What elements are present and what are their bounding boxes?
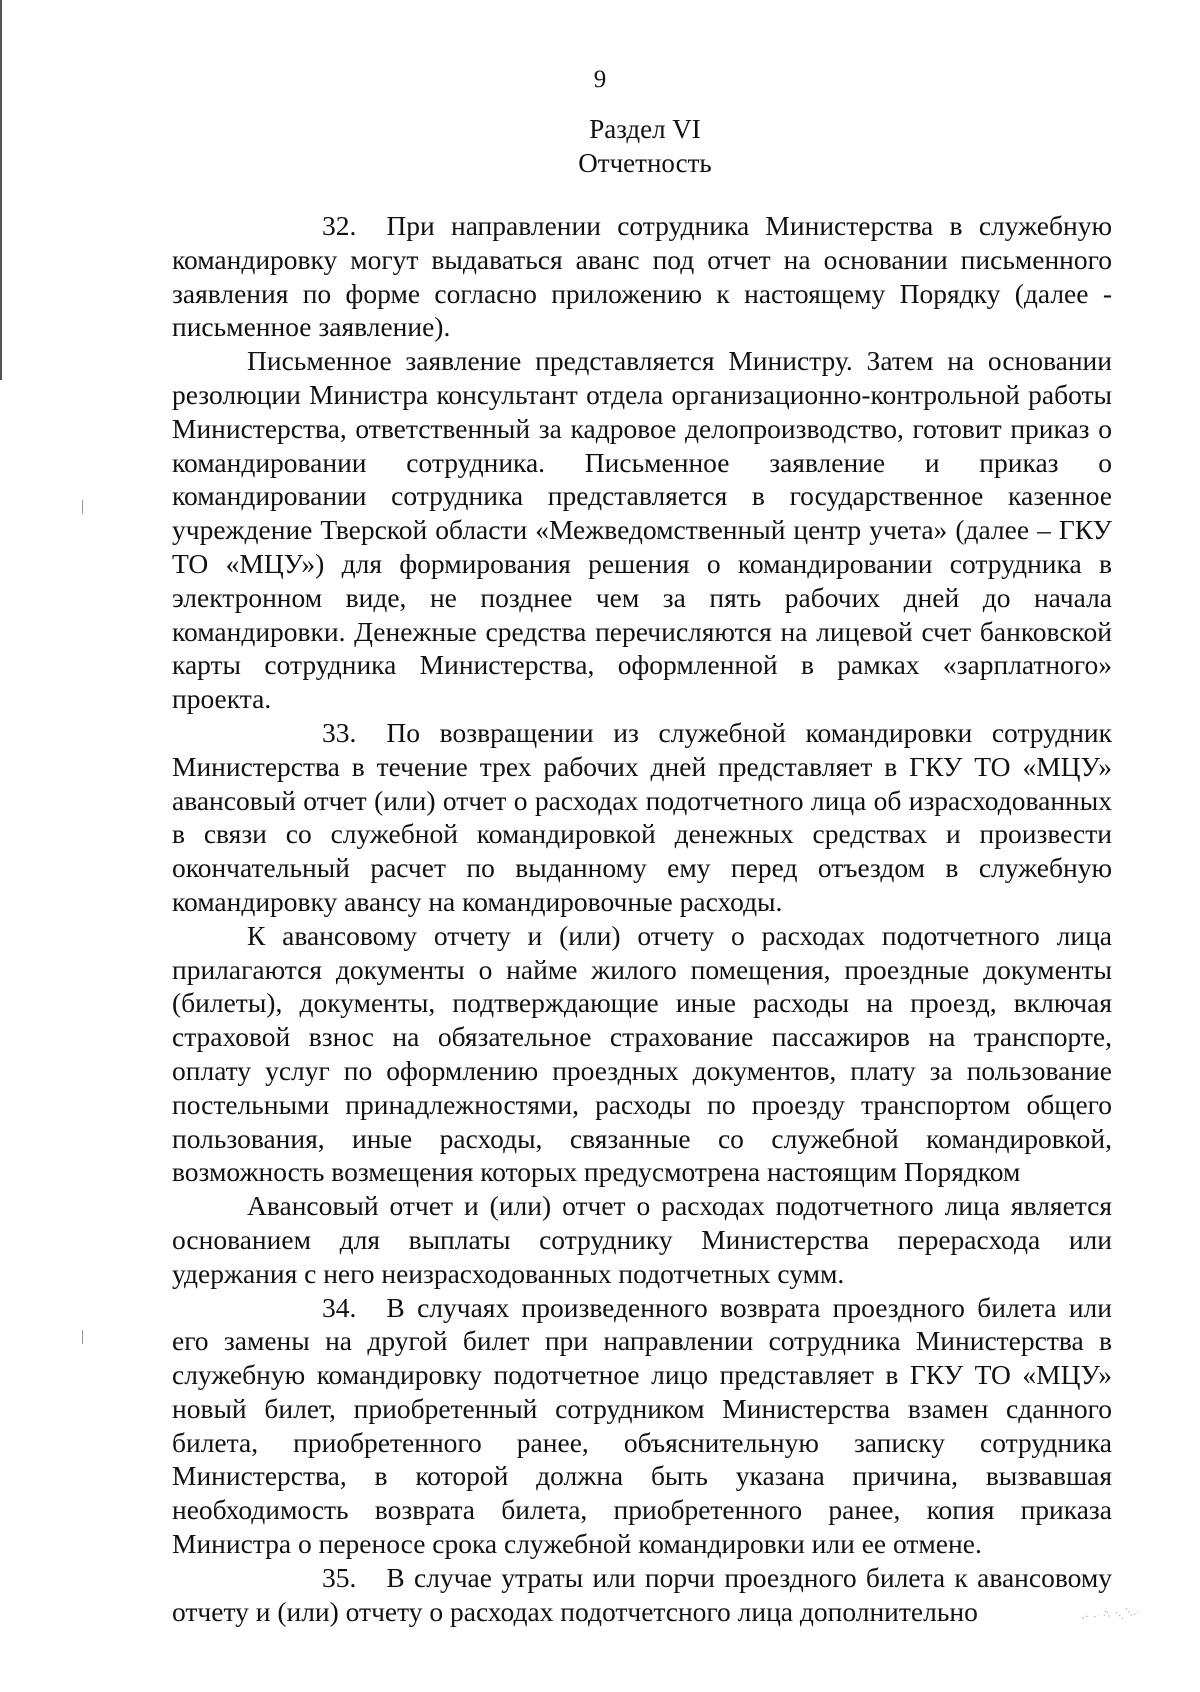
paragraph-33-attachments bbox=[172, 919, 1112, 1189]
paragraph-text: Авансовый отчет и (или) отчет о расходах подотчетного лица является основанием для выплаты сотруднику Министерства перерасхода или удержания с него неизрасходованных подотчетных сумм. bbox=[172, 1190, 1112, 1289]
scan-tick-mark bbox=[82, 500, 83, 514]
paragraph-33 bbox=[172, 716, 1112, 919]
paragraph-35 bbox=[172, 1561, 1112, 1629]
section-subtitle: Отчетность bbox=[578, 148, 712, 178]
paragraph-text: К авансовому отчету и (или) отчету о расходах подотчетного лица прилагаются документы о найме жилого помещения, проездные документы (билеты), документы, подтверждающие иные расходы на проезд, включая страховой взнос на обязательное страхование пассажиров на транспорте, оплату услуг по оформлению проездных документов, плату за пользование постельными принадлежностями, расходы по проезду транспортом общего пользования, иные расходы, связанные со служебной командировкой, возможность возмещения которых предусмотрена настоящим Порядком bbox=[172, 919, 1112, 1188]
paragraph-text: В случаях произведенного возврата проездного билета или его замены на другой билет при направлении сотрудника Министерства в служебную командировку подотчетное лицо представляет в ГКУ ТО «МЦУ» новый билет, приобретенный сотрудником Министерства взамен сданного билета, приобретенного ранее, объяснительную записку сотрудника Министерства, в которой должна быть указана причина, вызвавшая необходимость возврата билета, приобретенного ранее, копия приказа Министра о переносе срока служебной командировки или ее отмене. bbox=[172, 1291, 1112, 1560]
paragraph-text: Письменное заявление представляется Министру. Затем на основании резолюции Министра консультант отдела организационно-контрольной работы Министерства, ответственный за кадровое делопроизводство, готовит приказ о командировании сотрудника. Письменное заявление и приказ о командировании сотрудника представляется в государственное казенное учреждение Тверской области «Межведомственный центр учета» (далее – ГКУ ТО «МЦУ») для формирования решения о командировании сотрудника в электронном виде, не позднее чем за пять рабочих дней до начала командировки. Денежные средства перечисляются на лицевой счет банковской карты сотрудника Министерства, оформленной в рамках «зарплатного» проекта. bbox=[172, 345, 1112, 715]
paragraph-number: 33. bbox=[322, 716, 357, 748]
paragraph-number: 34. bbox=[322, 1291, 357, 1323]
page-number: 9 bbox=[593, 66, 607, 93]
section-title: Раздел VI bbox=[589, 114, 701, 144]
scan-tick-mark bbox=[82, 1330, 83, 1344]
paragraph-32-continued bbox=[172, 344, 1112, 716]
paragraph-text: В случае утраты или порчи проездного билета к авансовому отчету и (или) отчету о расходах подотчетсного лица дополнительно bbox=[172, 1561, 1112, 1627]
paragraph-34 bbox=[172, 1291, 1112, 1561]
paragraph-32 bbox=[172, 209, 1112, 344]
paragraph-number: 35. bbox=[322, 1561, 357, 1593]
paragraph-number: 32. bbox=[322, 210, 357, 241]
scan-artifact-mark bbox=[1080, 1600, 1140, 1622]
paragraph-text: По возвращении из служебной командировки сотрудник Министерства в течение трех рабочих дней представляет в ГКУ ТО «МЦУ» авансовый отчет (или) отчет о расходах подотчетного лица об израсходованных в связи со служебной командировкой денежных средствах и произвести окончательный расчет по выданному ему перед отъездом в служебную командировку авансу на командировочные расходы. bbox=[172, 716, 1112, 917]
scan-edge-mark bbox=[0, 0, 2, 380]
document-body bbox=[172, 209, 1112, 1628]
paragraph-text: При направлении сотрудника Министерства в служебную командировку могут выдаваться аванс под отчет на основании письменного заявления по форме согласно приложению к настоящему Порядку (далее - письменное заявление). bbox=[172, 210, 1112, 343]
paragraph-33-settlement bbox=[172, 1189, 1112, 1290]
